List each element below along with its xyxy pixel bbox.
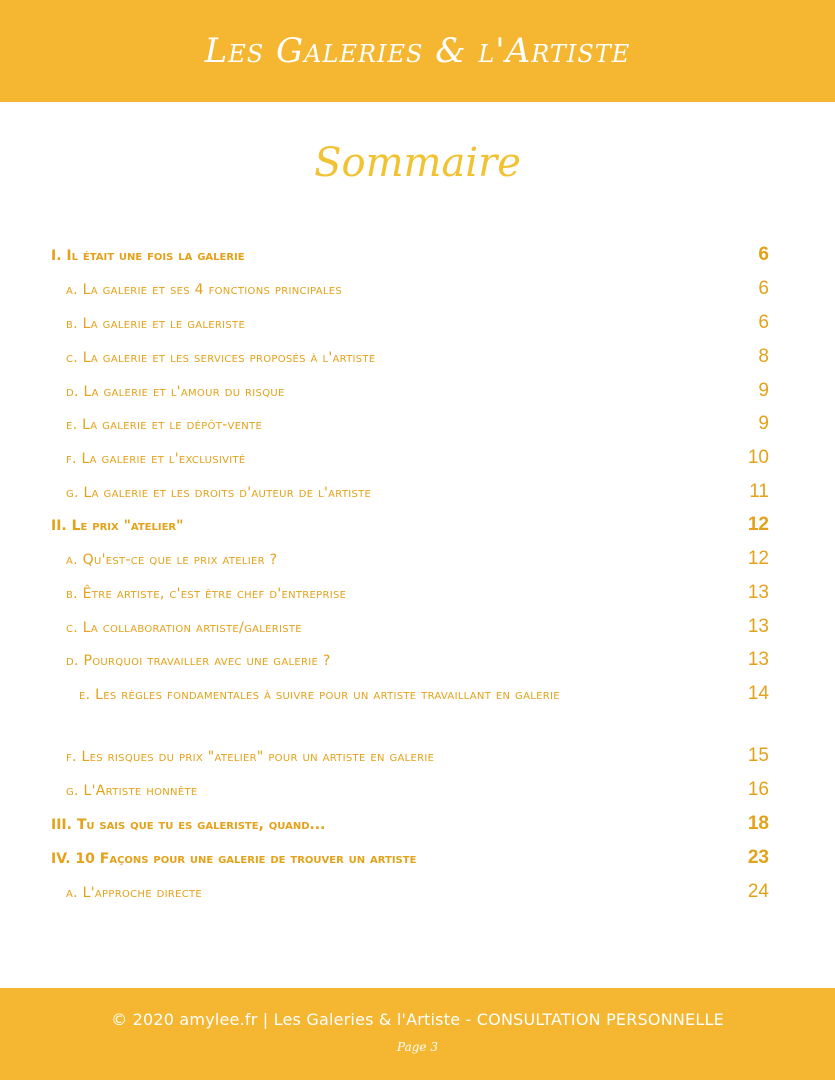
toc-entry-page: 18 xyxy=(747,813,769,834)
toc-entry-page: 15 xyxy=(747,745,769,766)
toc-entry-page: 6 xyxy=(758,312,769,333)
toc-entry-text: g. L'Artiste honnête xyxy=(66,783,198,799)
toc-entry-page: 16 xyxy=(747,779,769,800)
toc-entry-text: f. Les risques du prix "atelier" pour un artiste en galerie xyxy=(66,749,435,765)
toc-entry-text: d. La galerie et l'amour du risque xyxy=(66,384,285,400)
table-of-contents-title: Sommaire xyxy=(314,140,521,186)
page-header xyxy=(0,0,835,102)
document-title: Les Galeries & l'Artiste xyxy=(204,31,631,71)
toc-entry-page: 9 xyxy=(758,413,769,434)
toc-entry-page: 8 xyxy=(758,346,769,367)
toc-entry-text: b. La galerie et le galeriste xyxy=(66,316,246,332)
toc-entry-page: 11 xyxy=(749,481,769,502)
toc-entry-page: 6 xyxy=(758,278,769,299)
toc-entry-text: c. La collaboration artiste/galeriste xyxy=(66,620,302,636)
toc-entry-page: 12 xyxy=(747,514,769,535)
toc-entry-text: a. L'approche directe xyxy=(66,885,203,901)
toc-entry-page: 6 xyxy=(758,244,769,265)
toc-entry-page: 12 xyxy=(747,548,769,569)
toc-entry-page: 10 xyxy=(747,447,769,468)
toc-entry-text: e. La galerie et le dépôt-vente xyxy=(66,417,263,433)
toc-entry-text: b. Être artiste, c'est être chef d'entreprise xyxy=(66,586,347,602)
toc-entry-page: 24 xyxy=(747,881,769,902)
toc-entry-text: a. Qu'est-ce que le prix atelier ? xyxy=(66,552,278,568)
page-footer xyxy=(0,988,835,1080)
toc-entry-page: 13 xyxy=(747,616,769,637)
toc-entry-text: I. Il était une fois la galerie xyxy=(51,248,245,264)
toc-entry-text: c. La galerie et les services proposés à l'artiste xyxy=(66,350,376,366)
toc-entry-text: e. Les règles fondamentales à suivre pour un artiste travaillant en galerie xyxy=(79,687,560,703)
toc-entry-text: a. La galerie et ses 4 fonctions principales xyxy=(66,282,342,298)
toc-entry-page: 14 xyxy=(747,683,769,704)
toc-entry-page: 13 xyxy=(747,649,769,670)
toc-entry-text: f. La galerie et l'exclusivité xyxy=(66,451,246,467)
toc-entry-page: 23 xyxy=(747,847,769,868)
toc-entry-page: 13 xyxy=(747,582,769,603)
toc-entry-text: g. La galerie et les droits d'auteur de l'artiste xyxy=(66,485,372,501)
toc-entry-page: 9 xyxy=(758,380,769,401)
toc-entry-text: III. Tu sais que tu es galeriste, quand... xyxy=(51,817,326,833)
toc-entry-text: d. Pourquoi travailler avec une galerie ? xyxy=(66,653,331,669)
footer-page-number: Page 3 xyxy=(397,1040,438,1054)
toc-entry-text: II. Le prix "atelier" xyxy=(51,518,184,534)
footer-copyright: © 2020 amylee.fr | Les Galeries & l'Artiste - CONSULTATION PERSONNELLE xyxy=(111,1010,724,1029)
toc-entry-text: IV. 10 Façons pour une galerie de trouver un artiste xyxy=(51,851,417,867)
